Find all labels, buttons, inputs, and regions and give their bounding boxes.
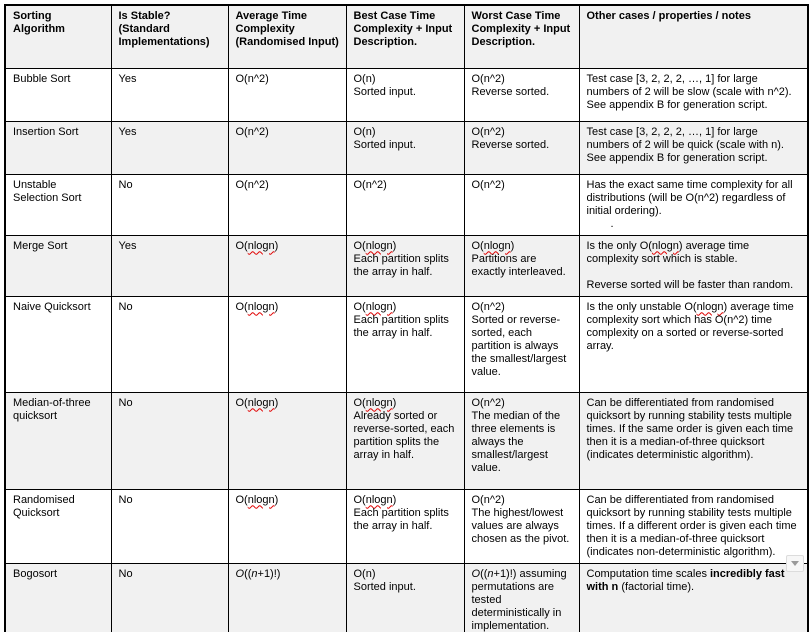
table-cell: O(n) Sorted input. [346, 68, 464, 121]
table-cell: Test case [3, 2, 2, 2, …, 1] for large numbers of 2 will be slow (scale with n^2). See appendix B for generation script. [579, 68, 808, 121]
table-cell: Yes [111, 68, 228, 121]
table-cell: O(n^2) [228, 68, 346, 121]
table-cell: Is the only O(nlogn) average time complexity sort which is stable. Reverse sorted will be faster than random. [579, 235, 808, 296]
table-cell: O(nlogn) [228, 489, 346, 563]
table-cell: O(nlogn) [228, 235, 346, 296]
table-cell: O(nlogn) Partitions are exactly interleaved. [464, 235, 579, 296]
table-row [5, 121, 808, 174]
table-cell: O(nlogn) [228, 392, 346, 489]
table-cell: Bubble Sort [5, 68, 111, 121]
table-cell: O(nlogn) Each partition splits the array in half. [346, 296, 464, 392]
col-header-sorting-algorithm: Sorting Algorithm [5, 5, 111, 68]
table-row [5, 235, 808, 296]
table-cell: Median-of-three quicksort [5, 392, 111, 489]
table-cell: O(n^2) [464, 174, 579, 235]
table-cell: O(n) Sorted input. [346, 121, 464, 174]
table-cell: O(n^2) Reverse sorted. [464, 121, 579, 174]
table-cell: Bogosort [5, 563, 111, 632]
table-cell: O((n+1)!) [228, 563, 346, 632]
table-cell: O(n^2) [346, 174, 464, 235]
table-cell: Insertion Sort [5, 121, 111, 174]
table-row [5, 174, 808, 235]
table-cell: O(n^2) Sorted or reverse-sorted, each partition is always the smallest/largest value. [464, 296, 579, 392]
table-cell: O(n^2) The highest/lowest values are always chosen as the pivot. [464, 489, 579, 563]
table-cell: O(n^2) [228, 174, 346, 235]
scroll-down-button[interactable] [786, 555, 804, 572]
table-cell: O((n+1)!) assuming permutations are tested deterministically in implementation. [464, 563, 579, 632]
table-cell: Can be differentiated from randomised quicksort by running stability tests multiple times. If the same order is given each time then it is a median-of-three quicksort (indicates deterministic algorithm). [579, 392, 808, 489]
table-cell: O(nlogn) [228, 296, 346, 392]
table-cell: Is the only unstable O(nlogn) average time complexity sort which has O(n^2) time complexity on a sorted or reverse-sorted array. [579, 296, 808, 392]
table-cell: Unstable Selection Sort [5, 174, 111, 235]
table-header-row [5, 5, 808, 68]
table-cell: O(n) Sorted input. [346, 563, 464, 632]
table-cell: Yes [111, 121, 228, 174]
chevron-down-icon [791, 561, 799, 566]
table-cell: O(nlogn) Each partition splits the array in half. [346, 489, 464, 563]
table-cell: O(nlogn) Already sorted or reverse-sorted, each partition splits the array in half. [346, 392, 464, 489]
table-row [5, 296, 808, 392]
col-header-is-stable: Is Stable? (Standard Implementations) [111, 5, 228, 68]
table-row [5, 489, 808, 563]
table-row [5, 392, 808, 489]
table-cell: Naive Quicksort [5, 296, 111, 392]
sorting-algorithms-table [4, 4, 809, 632]
table-cell: O(n^2) The median of the three elements is always the smallest/largest value. [464, 392, 579, 489]
col-header-worst-case: Worst Case Time Complexity + Input Description. [464, 5, 579, 68]
table-row [5, 68, 808, 121]
table-cell: Randomised Quicksort [5, 489, 111, 563]
table-cell: No [111, 296, 228, 392]
table-cell: No [111, 563, 228, 632]
table-cell: No [111, 174, 228, 235]
table-cell: O(n^2) Reverse sorted. [464, 68, 579, 121]
table-cell: Test case [3, 2, 2, 2, …, 1] for large numbers of 2 will be quick (scale with n). See appendix B for generation script. [579, 121, 808, 174]
table-cell: Computation time scales incredibly fast with n (factorial time). [579, 563, 808, 632]
table-cell: O(nlogn) Each partition splits the array in half. [346, 235, 464, 296]
table-cell: Merge Sort [5, 235, 111, 296]
table-cell: Has the exact same time complexity for all distributions (will be O(n^2) regardless of initial ordering). . [579, 174, 808, 235]
table-cell: O(n^2) [228, 121, 346, 174]
table-row [5, 563, 808, 632]
col-header-best-case: Best Case Time Complexity + Input Description. [346, 5, 464, 68]
col-header-other-notes: Other cases / properties / notes [579, 5, 808, 68]
table-cell: No [111, 392, 228, 489]
table-cell: No [111, 489, 228, 563]
table-body [5, 68, 808, 632]
table-cell: Yes [111, 235, 228, 296]
col-header-average-time-complexity: Average Time Complexity (Randomised Input) [228, 5, 346, 68]
table-cell: Can be differentiated from randomised quicksort by running stability tests multiple times. If a different order is given each time then it is a median-of-three quicksort (indicates non-deterministic algorithm). [579, 489, 808, 563]
